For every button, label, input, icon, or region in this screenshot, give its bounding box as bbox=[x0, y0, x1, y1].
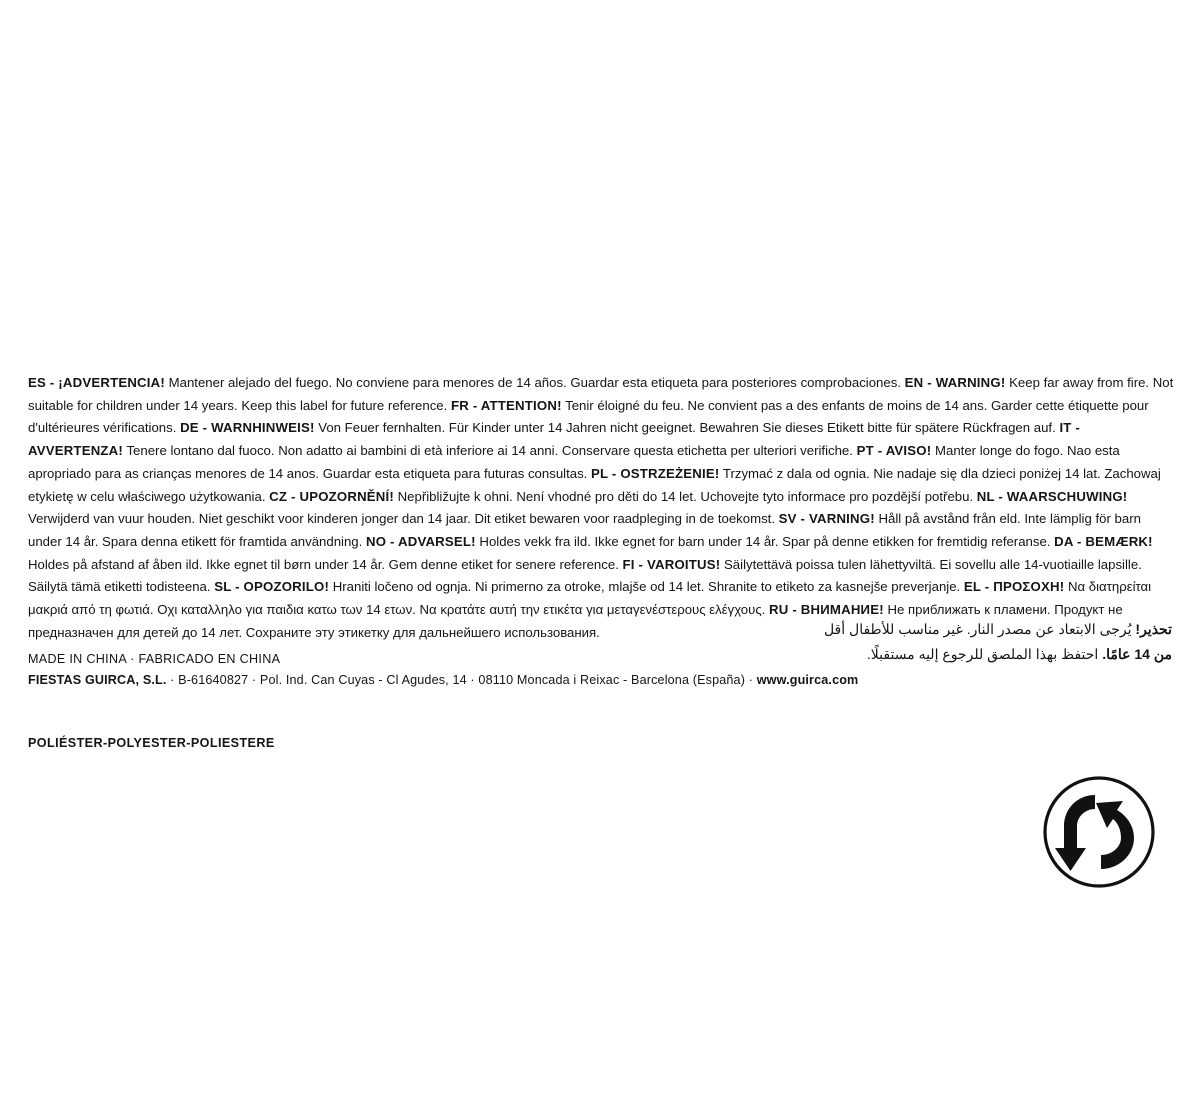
country-of-origin: MADE IN CHINA · FABRICADO EN CHINA bbox=[28, 652, 281, 666]
warning-segment-en-lang: EN - WARNING! bbox=[904, 375, 1006, 390]
warning-segment-de-text: Von Feuer fernhalten. Für Kinder unter 14 Jahren nicht geeignet. Bewahren Sie dieses Etikett bitte für spätere Rückfragen auf. bbox=[318, 420, 1056, 436]
warning-segment-pt-text: Manter longe do fogo. Nao esta apropriado para as crianças menores de 14 anos. Guardar esta etiqueta para futuras consultas. bbox=[28, 443, 1120, 481]
warning-segment-it-lang: IT - AVVERTENZA! bbox=[28, 420, 1081, 459]
warning-segment-pl-text: Trzymać z dala od ognia. Nie nadaje się dla dzieci poniżej 14 lat. Zachowaj etykietę w celu właściwego użytkowania. bbox=[28, 465, 1161, 504]
warning-segment-fr-lang: FR - ATTENTION! bbox=[450, 397, 562, 413]
warning-segment-el-lang: EL - ΠΡΟΣΟΧΗ! bbox=[963, 579, 1065, 595]
warning-segment-it-text: Tenere lontano dal fuoco. Non adatto ai bambini di età inferiore ai 14 anni. Conservare questa etichetta per ulteriori verifiche. bbox=[126, 443, 853, 459]
manufacturer-name: FIESTAS GUIRCA, S.L. bbox=[28, 673, 167, 687]
warning-segment-nl-lang: NL - WAARSCHUWING! bbox=[976, 488, 1128, 504]
warning-segment-da-text: Holdes på afstand af åben ild. Ikke egnet til børn under 14 år. Gem denne etiket for senere reference. bbox=[28, 556, 619, 572]
warning-segment-pl-lang: PL - OSTRZEŻENIE! bbox=[591, 465, 720, 481]
warning-segment-sv-lang: SV - VARNING! bbox=[778, 511, 875, 527]
arabic-warning-block bbox=[612, 617, 1172, 666]
warning-segment-no-lang: NO - ADVARSEL! bbox=[365, 533, 476, 549]
warning-segment-sl-lang: SL - OPOZORILO! bbox=[214, 579, 330, 595]
warning-segment-pt-lang: PT - AVISO! bbox=[856, 443, 932, 459]
arabic-warning-text-2: احتفظ بهذا الملصق للرجوع إليه مستقبلًا. bbox=[866, 645, 1103, 662]
warning-segment-ru-lang: RU - ВНИМАНИЕ! bbox=[769, 602, 884, 618]
green-dot-icon bbox=[1043, 776, 1155, 888]
warning-segment-cz-text: Nepřibližujte k ohni. Není vhodné pro děti do 14 let. Uchovejte tyto informace pro pozdější potřebu. bbox=[397, 488, 974, 504]
warning-segment-el-text: Να διατηρείται μακριά από τη φωτιά. Οχι καταλληλο για παιδια κατω των 14 ετων. Να κρατάτε αυτή την ετικέτα για μεταγενέστερους ελέγχους. bbox=[28, 579, 1152, 618]
warning-segment-nl-text: Verwijderd van vuur houden. Niet geschikt voor kinderen jonger dan 14 jaar. Dit etiket bewaren voor raadpleging in de toekomst. bbox=[28, 511, 775, 527]
arabic-warning-line-1 bbox=[612, 617, 1172, 642]
material-composition: POLIÉSTER-POLYESTER-POLIESTERE bbox=[28, 736, 275, 750]
manufacturer-details: · B-61640827 · Pol. Ind. Can Cuyas - Cl Agudes, 14 · 08110 Moncada i Reixac - Barcelona (España) · bbox=[166, 673, 757, 687]
arabic-warning-text-1: يُرجى الابتعاد عن مصدر النار. غير مناسب للأطفال أقل bbox=[823, 621, 1136, 637]
warning-segment-cz-lang: CZ - UPOZORNĚNÍ! bbox=[269, 488, 394, 504]
warning-segment-de-lang: DE - WARNHINWEIS! bbox=[180, 420, 315, 436]
arabic-warning-line-2 bbox=[612, 642, 1172, 667]
warning-segment-fr-text: Tenir éloigné du feu. Ne convient pas a des enfants de moins de 14 ans. Garder cette étiquette pour d'ultérieures vérifications. bbox=[28, 397, 1149, 436]
warning-segment-no-text: Holdes vekk fra ild. Ikke egnet for barn under 14 år. Spar på denne etikken for fremtidig referanse. bbox=[479, 533, 1051, 549]
warning-segment-en-text: Keep far away from fire. Not suitable for children under 14 years. Keep this label for future reference. bbox=[28, 375, 1174, 413]
multilingual-warning-paragraph bbox=[28, 372, 1174, 644]
manufacturer-address-line bbox=[28, 673, 858, 687]
manufacturer-website[interactable]: www.guirca.com bbox=[756, 673, 859, 687]
warning-segment-da-lang: DA - BEMÆRK! bbox=[1054, 533, 1153, 549]
warning-segment-sl-text: Hraniti ločeno od ognja. Ni primerno za otroke, mlajše od 14 let. Shranite to etiketo za kasnejše preverjanje. bbox=[332, 579, 961, 595]
warning-segment-es-lang: ES - ¡ADVERTENCIA! bbox=[28, 375, 165, 390]
warning-segment-es-text: Mantener alejado del fuego. No conviene para menores de 14 años. Guardar esta etiqueta para posteriores comprobaciones. bbox=[168, 375, 901, 390]
warning-segment-sv-text: Håll på avstånd från eld. Inte lämplig för barn under 14 år. Spara denna etikett för framtida användning. bbox=[28, 511, 1141, 549]
arabic-age-limit: من 14 عامًا. bbox=[1102, 645, 1172, 662]
warning-segment-ru-text: Не приближать к пламени. Продукт не предназначен для детей до 14 лет. Сохраните эту этикетку для дальнейшего использования. bbox=[28, 602, 1123, 640]
warning-segment-fi-lang: FI - VAROITUS! bbox=[622, 556, 721, 572]
warning-segment-fi-text: Säilytettävä poissa tulen lähettyviltä. Ei sovellu alle 14-vuotiaille lapsille. Säilytä tämä etiketti todisteena. bbox=[28, 556, 1142, 595]
arabic-warning-keyword: تحذير! bbox=[1135, 621, 1172, 637]
